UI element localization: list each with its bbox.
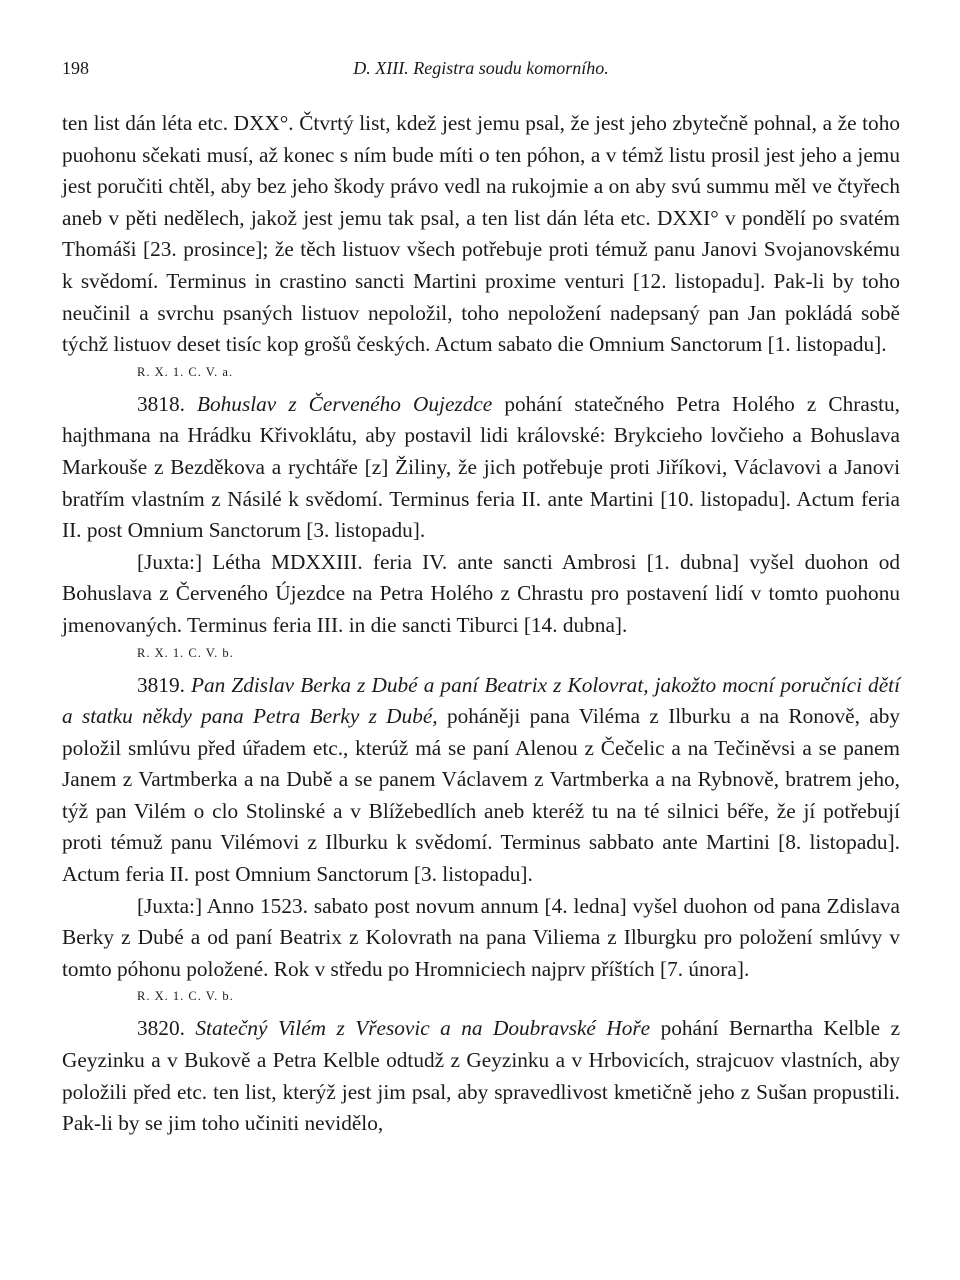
paragraph-continuation: ten list dán léta etc. DXX°. Čtvrtý list, kdež jest jemu psal, že jest jeho zbytečně pohnal, a že toho puohonu sčekati musí, až konec s ním bude míti o ten póhon, a v témž listu prosil jest jeho a jemu jest poručiti chtěl, aby bez jeho škody právo vedl na rukojmie a on aby svú summu měl ve čtyřech aneb v pěti nedělech, jakož jest jemu tak psal, a ten list dán léta etc. DXXI° v pondělí po svatém Thomáši [23. prosince]; že těch listuov všech potřebuje proti témuž panu Janovi Svojanovskému k svědomí. Terminus in crastino sancti Martini proxime venturi [12. listopadu]. Pak-li by toho neučinil a svrchu psaných listuov nepoložil, toho nepoložení nadepsaný pan Jan pokládá sobě týchž listuov deset tisíc kop grošů českých. Actum sabato die Omnium Sanctorum [1. listopadu]. [62,111,900,357]
entry-3818 [62,389,900,547]
page-header [62,58,900,88]
entry-party: Pan Zdislav Berka z Dubé a paní Beatrix z Kolovrat, jakožto mocní poručníci dětí a statku někdy pana Petra Berky z Dubé, [62,672,900,729]
entry-text: pohání Bernartha Kelble z Geyzinku a v Bukově a Petra Kelble odtudž z Geyzinku a v Hrbovicích, strajcuov vlastních, aby položili před etc. ten list, kterýž jest jim psal, aby spravedlivost kmetičně jeho z Sušan propustili. Pak-li by se jim toho učiniti nevidělo, [62,1016,901,1136]
entry-juxta: [Juxta:] Anno 1523. sabato post novum annum [4. ledna] vyšel duohon od pana Zdislava Berky z Dubé a od paní Beatrix z Kolovrath na pana Viliema z Ilburgku pro položení smlúvy v tomto póhonu položené. Rok v středu po Hromniciech najprv příštích [7. února]. [62,893,900,981]
entry-number: 3819. [137,672,185,697]
entry-juxta: [Juxta:] Létha MDXXIII. feria IV. ante sancti Ambrosi [1. dubna] vyšel duohon od Bohuslava z Červeného Újezdce na Petra Holého z Chrastu pro postavení lidí v tomto puohonu jmenovaných. Terminus feria III. in die sancti Tiburci [14. dubna]. [62,549,900,637]
entry-3820 [62,1013,900,1139]
entry-party: Statečný Vilém z Vřesovic a na Doubravské Hoře [195,1016,651,1041]
archive-signature: R. X. 1. C. V. b. [137,989,234,1004]
entry-text: poháněji pana Viléma z Ilburku a na Ronově, aby položil smlúvu před úřadem etc., kterúž má se paní Alenou z Čečelic a na Tečiněvsi a se panem Janem z Vartmberka a na Dubě a se panem Václavem z Vartmberka a na Rybnově, bratrem jeho, týž pan Vilém o clo Stolinské a v Blížebedlích aneb kteréž tu na té silnici béře, že jí potřebují proti témuž panu Vilémovi z Ilburku k svědomí. Terminus sabbato ante Martini [8. listopadu]. Actum feria II. post Omnium Sanctorum [3. listopadu]. [62,704,900,887]
entry-number: 3820. [137,1016,185,1041]
document-page [62,58,900,1140]
archive-signature: R. X. 1. C. V. b. [137,645,234,660]
entry-party: Bohuslav z Červeného Oujezdce [197,391,493,416]
archive-signature: R. X. 1. C. V. a. [137,364,234,379]
entry-number: 3818. [137,391,185,416]
entry-3819 [62,670,900,891]
running-title: D. XIII. Registra soudu komorního. [353,58,609,78]
entry-text: pohání statečného Petra Holého z Chrastu, hajthmana na Hrádku Křivoklátu, aby postavil lidi královské: Brykcieho lovčieho a Bohuslava Markouše z Bezděkova a rychtáře [z] Žiliny, že jich potřebuje proti Jiříkovi, Václavovi a Janovi bratřím vlastním z Násilé k svědomí. Terminus feria II. ante Martini [10. listopadu]. Actum feria II. post Omnium Sanctorum [3. listopadu]. [62,391,900,543]
body-text [62,108,900,1140]
page-number: 198 [62,58,89,78]
